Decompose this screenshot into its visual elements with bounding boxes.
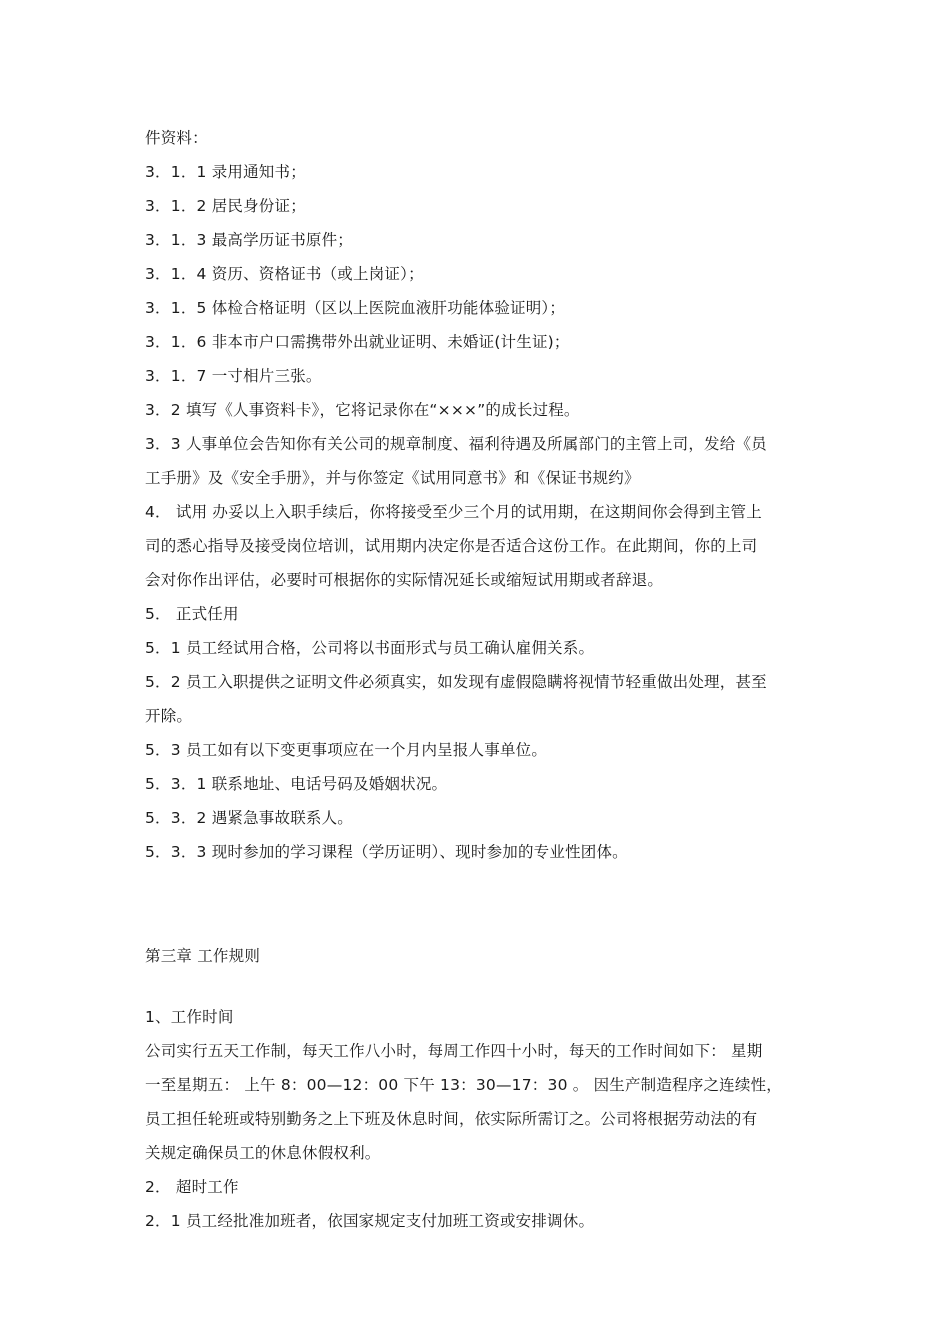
text-line: 5．3 员工如有以下变更事项应在一个月内呈报人事单位。: [145, 741, 548, 759]
text-line: 4． 试用 办妥以上入职手续后，你将接受至少三个月的试用期，在这期间你会得到主管上: [145, 503, 762, 521]
text-line: 工手册》及《安全手册》，并与你签定《试用同意书》和《保证书规约》: [145, 469, 640, 487]
text-line: 3．1．3 最高学历证书原件；: [145, 231, 354, 249]
text-line: 公司实行五天工作制，每天工作八小时，每周工作四十小时，每天的工作时间如下： 星期: [145, 1042, 763, 1060]
spacer: [145, 869, 810, 939]
text-line: 3．1．2 居民身份证；: [145, 197, 306, 215]
chapter-title: 第三章 工作规则: [145, 947, 261, 965]
section-heading: 5． 正式任用: [145, 605, 239, 623]
text-line: 件资料：: [145, 129, 208, 147]
text-line: 3．2 填写《人事资料卡》，它将记录你在“×××”的成长过程。: [145, 401, 580, 419]
text-line: 5．3．1 联系地址、电话号码及婚姻状况。: [145, 775, 448, 793]
text-line: 5．3．2 遇紧急事故联系人。: [145, 809, 354, 827]
text-line: 3．1．5 体检合格证明（区以上医院血液肝功能体验证明）；: [145, 299, 566, 317]
text-line: 会对你作出评估，必要时可根据你的实际情况延长或缩短试用期或者辞退。: [145, 571, 664, 589]
text-line: 司的悉心指导及接受岗位培训，试用期内决定你是否适合这份工作。在此期间，你的上司: [145, 537, 758, 555]
paragraph-block-onboarding: [145, 121, 810, 869]
text-line: 3．3 人事单位会告知你有关公司的规章制度、福利待遇及所属部门的主管上司，发给《员: [145, 435, 767, 453]
text-line: 3．1．1 录用通知书；: [145, 163, 306, 181]
document-body: [145, 121, 810, 1238]
text-line: 5．1 员工经试用合格，公司将以书面形式与员工确认雇佣关系。: [145, 639, 595, 657]
section-heading: 2． 超时工作: [145, 1178, 239, 1196]
text-line: 5．3．3 现时参加的学习课程（学历证明）、现时参加的专业性团体。: [145, 843, 628, 861]
text-line: 开除。: [145, 707, 193, 725]
text-line: 关规定确保员工的休息休假权利。: [145, 1144, 381, 1162]
text-line: 2．1 员工经批准加班者，依国家规定支付加班工资或安排调休。: [145, 1212, 595, 1230]
text-line: 3．1．7 一寸相片三张。: [145, 367, 322, 385]
section-heading: 1、工作时间: [145, 1008, 234, 1026]
text-line: 一至星期五： 上午 8：00—12：00 下午 13：30—17：30 。 因生产制造程序之连续性，: [145, 1076, 782, 1094]
text-line: 员工担任轮班或特别勤务之上下班及休息时间，依实际所需订之。公司将根据劳动法的有: [145, 1110, 758, 1128]
text-line: 5．2 员工入职提供之证明文件必须真实，如发现有虚假隐瞒将视情节轻重做出处理，甚至: [145, 673, 767, 691]
spacer: [145, 973, 810, 1000]
text-line: 3．1．4 资历、资格证书（或上岗证）；: [145, 265, 424, 283]
text-line: 3．1．6 非本市户口需携带外出就业证明、未婚证(计生证)；: [145, 333, 570, 351]
paragraph-block-work-rules: [145, 1000, 810, 1238]
